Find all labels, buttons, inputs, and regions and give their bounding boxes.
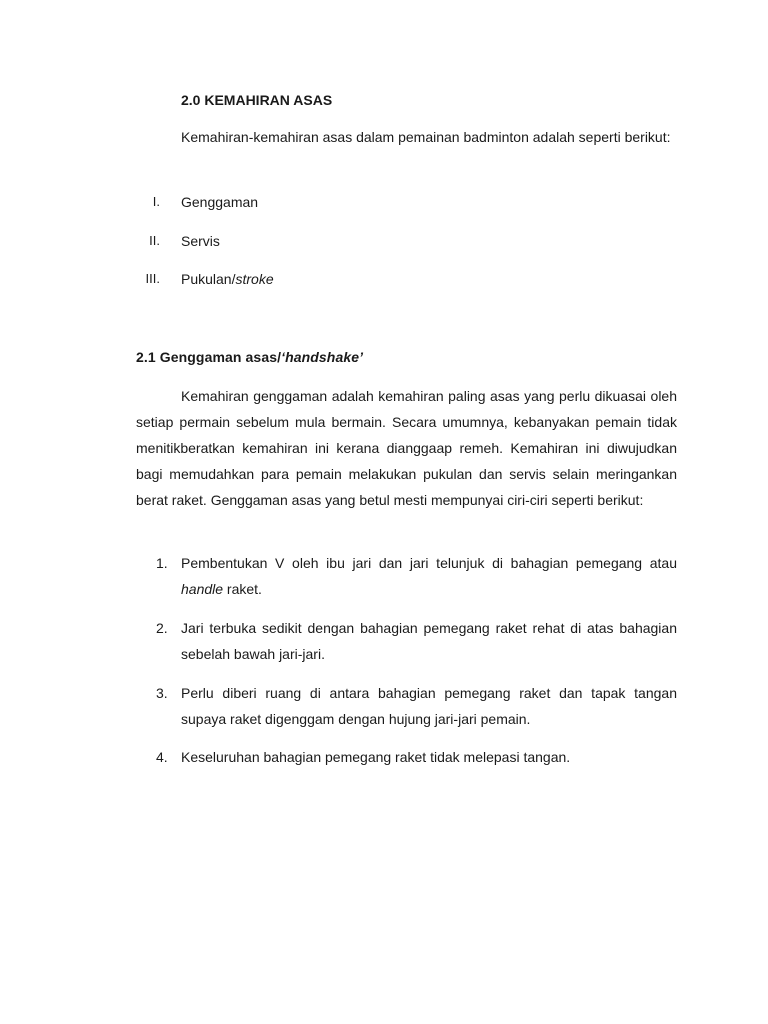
list-text: Genggaman — [181, 194, 259, 210]
list-text: Keseluruhan bahagian pemegang raket tidak melepasi tangan. — [181, 749, 571, 765]
list-text-main: Pembentukan V oleh ibu jari dan jari telunjuk di bahagian pemegang atau — [181, 555, 677, 571]
heading-main: 2.1 Genggaman asas/ — [136, 349, 282, 365]
list-number: III. — [145, 271, 160, 286]
list-text: Jari terbuka sedikit dengan bahagian pemegang raket rehat di atas bahagian sebelah bawah jari-jari. — [181, 620, 677, 662]
list-text-main: Pukulan/ — [181, 271, 236, 287]
list-number: 1. — [156, 555, 168, 571]
intro-paragraph: Kemahiran-kemahiran asas dalam pemainan badminton adalah seperti berikut: — [181, 129, 671, 145]
list-number: 4. — [156, 749, 168, 765]
body-paragraph: Kemahiran genggaman adalah kemahiran paling asas yang perlu dikuasai oleh setiap permain sebelum mula bermain. Secara umumnya, kebanyakan pemain tidak menitikberatkan kemahiran ini kerana dianggaap remeh. Kemahiran ini diwujudkan bagi memudahkan para pemain melakukan pukulan dan servis selain meringankan berat raket. Genggaman asas yang betul mesti mempunyai ciri-ciri seperti berikut: — [136, 388, 677, 508]
list-item — [136, 231, 677, 251]
list-text — [181, 550, 677, 602]
section-heading-kemahiran-asas: 2.0 KEMAHIRAN ASAS — [181, 92, 333, 108]
list-text-tail: raket. — [223, 581, 262, 597]
list-text: Perlu diberi ruang di antara bahagian pemegang raket dan tapak tangan supaya raket digenggam dengan hujung jari-jari pemain. — [181, 685, 677, 727]
heading-italic: ‘handshake’ — [281, 349, 364, 365]
list-text-italic: handle — [181, 581, 224, 597]
list-number: I. — [152, 194, 160, 209]
list-item — [136, 192, 677, 212]
list-text: Servis — [181, 233, 220, 249]
list-number: 2. — [156, 620, 168, 636]
list-number: II. — [149, 233, 160, 248]
list-item — [136, 269, 677, 289]
list-text — [181, 269, 274, 289]
list-text-italic: stroke — [235, 271, 274, 287]
section-heading-genggaman — [136, 348, 363, 366]
list-number: 3. — [156, 685, 168, 701]
